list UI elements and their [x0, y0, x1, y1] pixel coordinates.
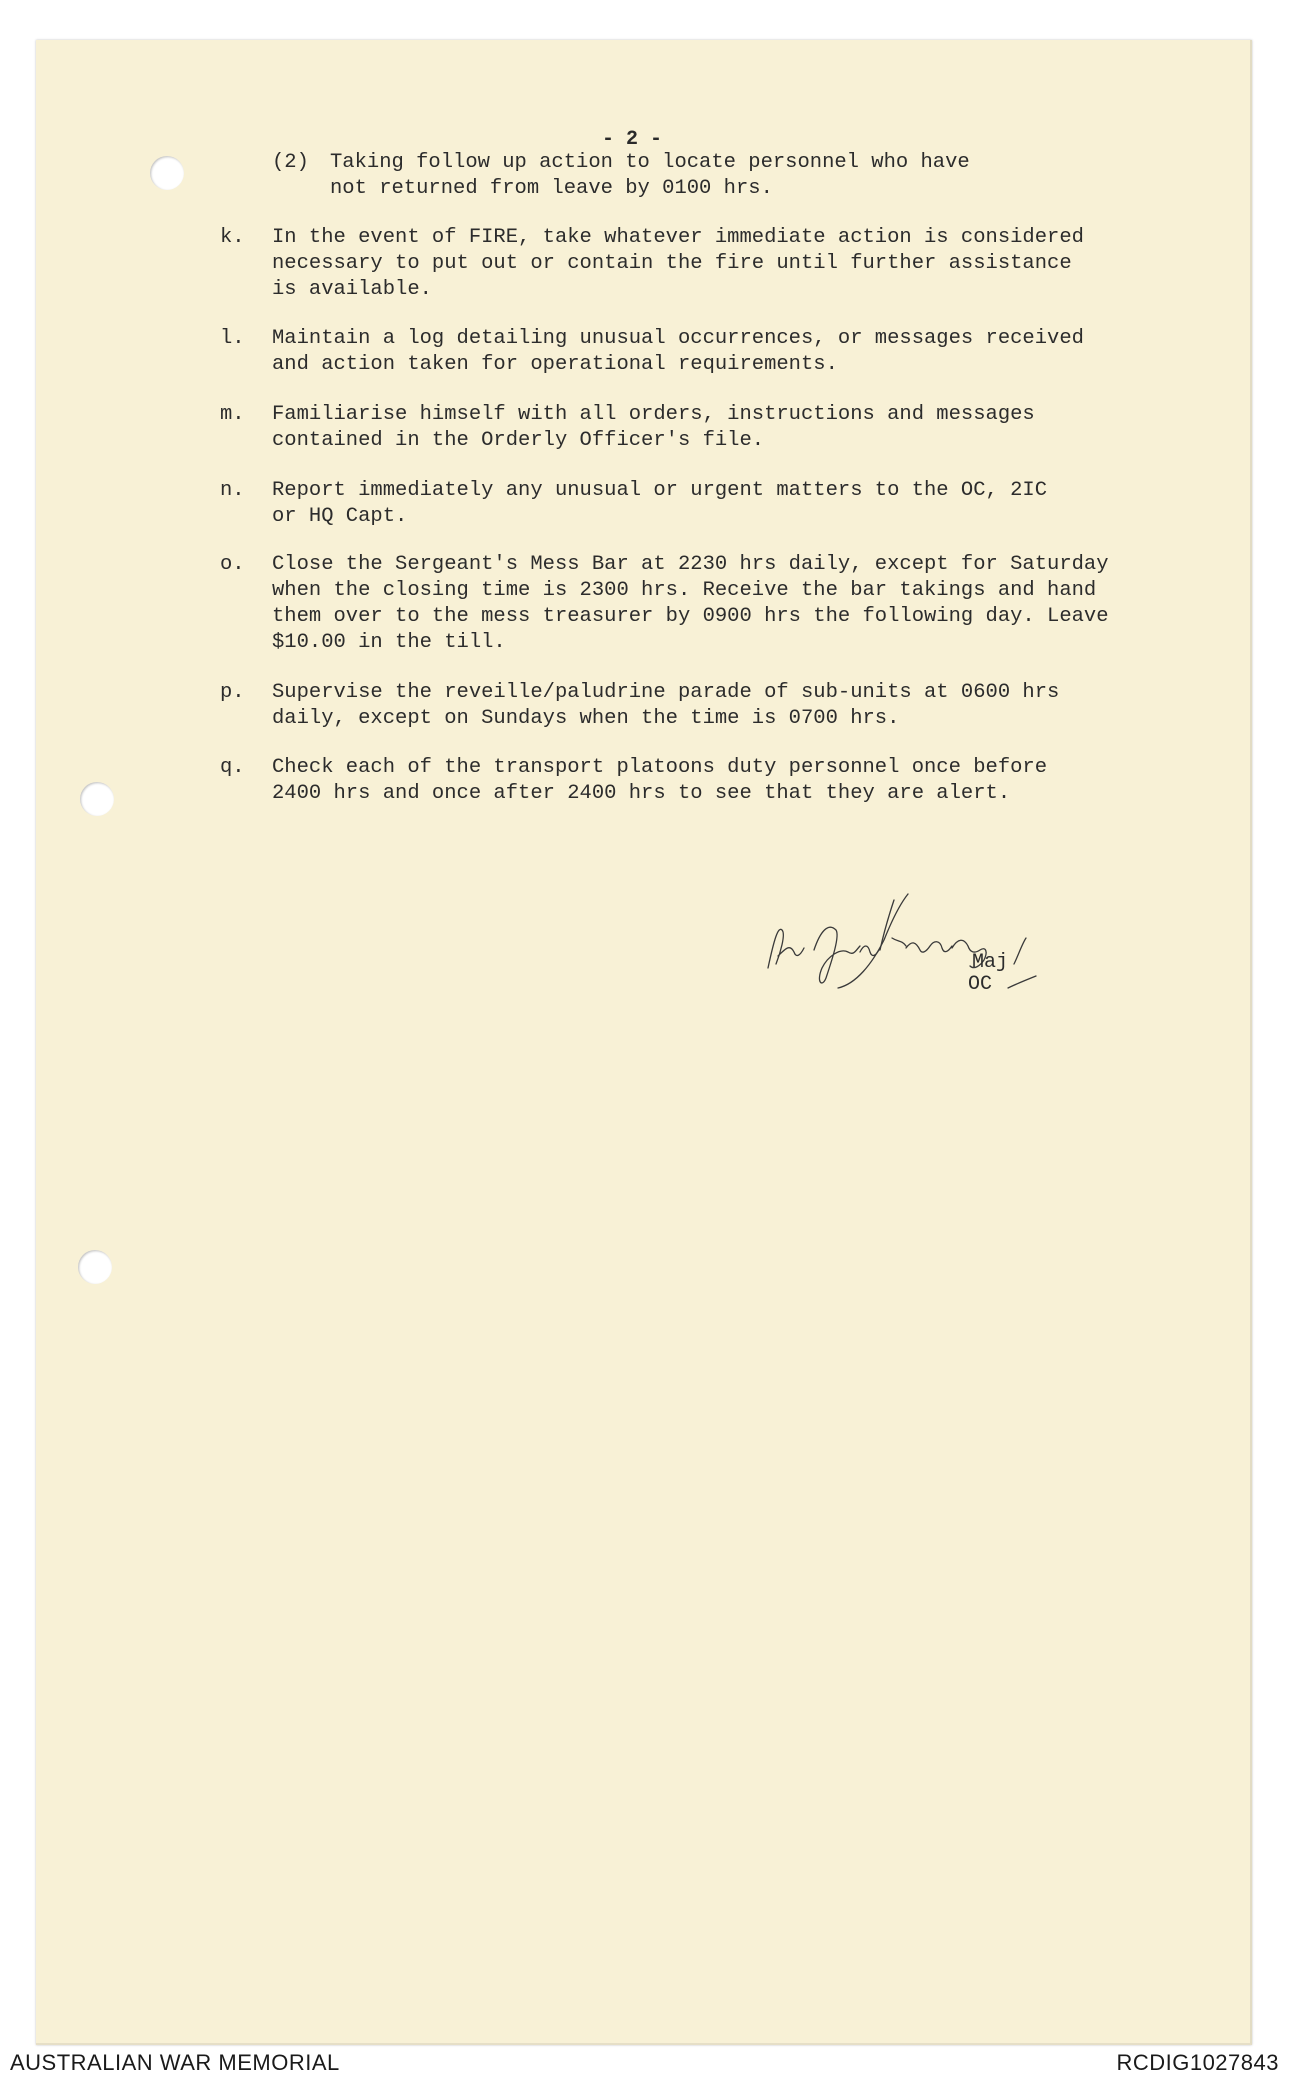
- list-item: [220, 402, 1180, 458]
- item-marker: n.: [220, 479, 245, 502]
- list-item: [220, 326, 1180, 382]
- list-item: [272, 150, 1072, 210]
- item-text: Maintain a log detailing unusual occurrences, or messages received and action taken for operational requirements.: [272, 327, 1084, 376]
- signatory-rank: Maj: [972, 951, 1009, 974]
- footer-record-id: RCDIG1027843: [1116, 2050, 1279, 2075]
- footer-archive-name: AUSTRALIAN WAR MEMORIAL: [10, 2050, 340, 2075]
- list-item: [220, 225, 1180, 309]
- punch-hole-top: [150, 156, 184, 190]
- handwritten-signature: [756, 860, 1076, 1020]
- item-text: Familiarise himself with all orders, instructions and messages contained in the Orderly Officer's file.: [272, 403, 1035, 452]
- punch-hole-middle: [80, 782, 114, 816]
- signature-block: [756, 860, 1076, 1020]
- item-text: Check each of the transport platoons duty personnel once before 2400 hrs and once after 2400 hrs to see that they are alert.: [272, 756, 1048, 805]
- list-item: [220, 680, 1180, 736]
- document-page: [36, 40, 1252, 2045]
- punch-hole-bottom: [78, 1250, 112, 1284]
- item-text: Supervise the reveille/paludrine parade of sub-units at 0600 hrs daily, except on Sundays when the time is 0700 hrs.: [272, 681, 1060, 730]
- item-text: Taking follow up action to locate personnel who have not returned from leave by 0100 hrs.: [330, 151, 970, 200]
- item-marker: o.: [220, 553, 245, 576]
- item-marker: (2): [272, 151, 309, 174]
- item-marker: p.: [220, 681, 245, 704]
- list-item: [220, 755, 1180, 811]
- item-text: In the event of FIRE, take whatever immediate action is considered necessary to put out or contain the fire until further assistance is available.: [272, 226, 1084, 301]
- item-marker: q.: [220, 756, 245, 779]
- list-item: [220, 552, 1210, 662]
- signatory-appointment: OC: [968, 973, 993, 996]
- item-marker: k.: [220, 226, 245, 249]
- item-text: Close the Sergeant's Mess Bar at 2230 hrs daily, except for Saturday when the closing time is 2300 hrs. Receive the bar takings and hand them over to the mess treasurer by 0900 hrs the following day. Leave $10.00 in the till.: [272, 553, 1109, 654]
- item-marker: l.: [220, 327, 245, 350]
- list-item: [220, 478, 1180, 534]
- item-text: Report immediately any unusual or urgent matters to the OC, 2IC or HQ Capt.: [272, 479, 1048, 528]
- page-number: - 2 -: [602, 128, 663, 151]
- item-marker: m.: [220, 403, 245, 426]
